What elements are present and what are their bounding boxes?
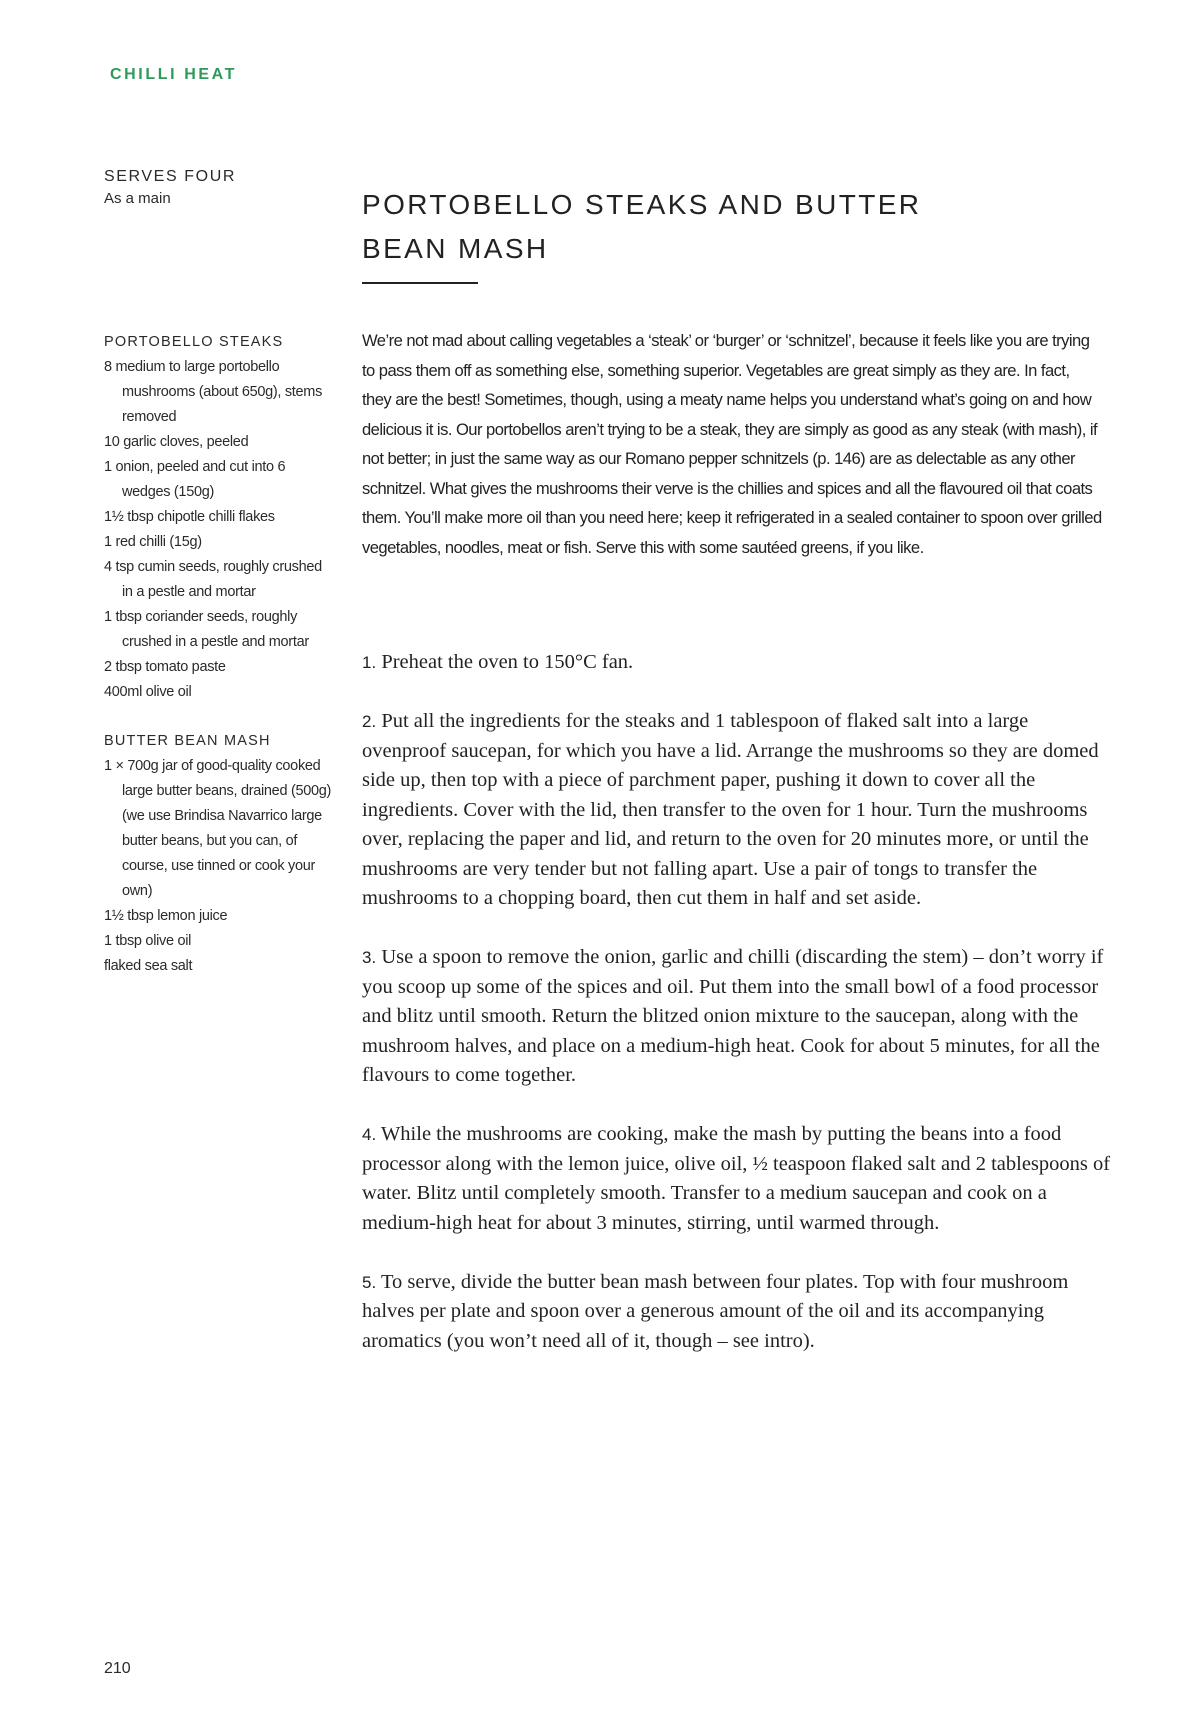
step-number: 4. bbox=[362, 1125, 377, 1144]
ingredient-item: flaked sea salt bbox=[104, 958, 193, 974]
ingredient-item: 1 × 700g jar of good-quality cooked large butter beans, drained (500g) (we use Brindisa Navarrico large butter beans, but you can, of course, use tinned or cook your own) bbox=[104, 758, 332, 899]
step-number: 1. bbox=[362, 653, 377, 672]
step-text: Preheat the oven to 150°C fan. bbox=[381, 651, 634, 673]
ingredient-group-heading: BUTTER BEAN MASH bbox=[104, 733, 271, 749]
step-number: 5. bbox=[362, 1272, 377, 1292]
step-number: 3. bbox=[362, 948, 377, 967]
ingredients-list bbox=[104, 330, 334, 1003]
recipe-title: PORTOBELLO STEAKS AND BUTTER BEAN MASH bbox=[362, 188, 922, 264]
ingredient-group-mash bbox=[104, 729, 334, 979]
ingredient-group-steaks bbox=[104, 330, 334, 705]
ingredient-item: 2 tbsp tomato paste bbox=[104, 659, 226, 675]
method-step bbox=[362, 943, 1112, 1091]
ingredient-item: 1½ tbsp chipotle chilli flakes bbox=[104, 509, 275, 525]
serves-title: SERVES FOUR bbox=[104, 168, 236, 185]
ingredient-item: 10 garlic cloves, peeled bbox=[104, 434, 249, 450]
method-step bbox=[362, 648, 1112, 678]
ingredient-item: 4 tsp cumin seeds, roughly crushed in a pestle and mortar bbox=[104, 559, 322, 600]
ingredient-item: 1 tbsp coriander seeds, roughly crushed in a pestle and mortar bbox=[104, 609, 309, 650]
method-step bbox=[362, 1120, 1112, 1238]
step-text: Put all the ingredients for the steaks and 1 tablespoon of flaked salt into a large ovenproof saucepan, for which you have a lid. Arrange the mushrooms so they are domed side up, then top with a piece of parchment paper, pushing it down to cover all the ingredients. Cover with the lid, then transfer to the oven for 1 hour. Turn the mushrooms over, replacing the paper and lid, and return to the oven for 20 minutes more, or until the mushrooms are very tender but not falling apart. Use a pair of tongs to transfer the mushrooms to a chopping board, then cut them in half and set aside. bbox=[362, 710, 1099, 909]
ingredient-item: 8 medium to large portobello mushrooms (about 650g), stems removed bbox=[104, 359, 323, 425]
title-divider bbox=[362, 282, 478, 284]
ingredient-item: 400ml olive oil bbox=[104, 684, 192, 700]
ingredient-group-heading: PORTOBELLO STEAKS bbox=[104, 334, 284, 350]
page-number: 210 bbox=[104, 1660, 131, 1677]
step-number: 2. bbox=[362, 712, 377, 731]
recipe-intro: We’re not mad about calling vegetables a ‘steak’ or ‘burger’ or ‘schnitzel’, because it feels like you are trying to pass them off as something else, something superior. Vegetables are great simply as they are. In fact, they are the best! Sometimes, though, using a meaty name helps you understand what’s going on and how delicious it is. Our portobellos aren’t trying to be a steak, they are simply as good as any steak (with mash), if not better; in just the same way as our Romano pepper schnitzels (p. 146) are as delectable as any other schnitzel. What gives the mushrooms their verve is the chillies and spices and all the flavoured oil that coats them. You’ll make more oil than you need here; keep it refrigerated in a sealed container to spoon over grilled vegetables, noodles, meat or fish. Serve this with some sautéed greens, if you like. bbox=[362, 331, 1102, 557]
serves-info bbox=[104, 168, 236, 207]
method-step bbox=[362, 1268, 1112, 1357]
step-text: To serve, divide the butter bean mash between four plates. Top with four mushroom halves per plate and spoon over a generous amount of the oil and its accompanying aromatics (you won’t need all of it, though – see intro). bbox=[362, 1270, 1069, 1352]
serves-subtitle: As a main bbox=[104, 190, 171, 207]
step-text: While the mushrooms are cooking, make the mash by putting the beans into a food processor along with the lemon juice, olive oil, ½ teaspoon flaked salt and 2 tablespoons of water. Blitz until completely smooth. Transfer to a medium saucepan and cook on a medium-high heat for about 3 minutes, stirring, until warmed through. bbox=[362, 1123, 1111, 1234]
section-label: CHILLI HEAT bbox=[110, 66, 237, 83]
ingredient-item: 1 onion, peeled and cut into 6 wedges (150g) bbox=[104, 459, 286, 500]
method-step bbox=[362, 707, 1112, 914]
method-steps bbox=[362, 648, 1112, 1386]
step-text: Use a spoon to remove the onion, garlic and chilli (discarding the stem) – don’t worry if you scoop up some of the spices and oil. Put them into the small bowl of a food processor and blitz until smooth. Return the blitzed onion mixture to the saucepan, along with the mushroom halves, and place on a medium-high heat. Cook for about 5 minutes, for all the flavours to come together. bbox=[362, 946, 1104, 1086]
ingredient-item: 1½ tbsp lemon juice bbox=[104, 908, 228, 924]
ingredient-item: 1 tbsp olive oil bbox=[104, 933, 192, 949]
ingredient-item: 1 red chilli (15g) bbox=[104, 534, 202, 550]
